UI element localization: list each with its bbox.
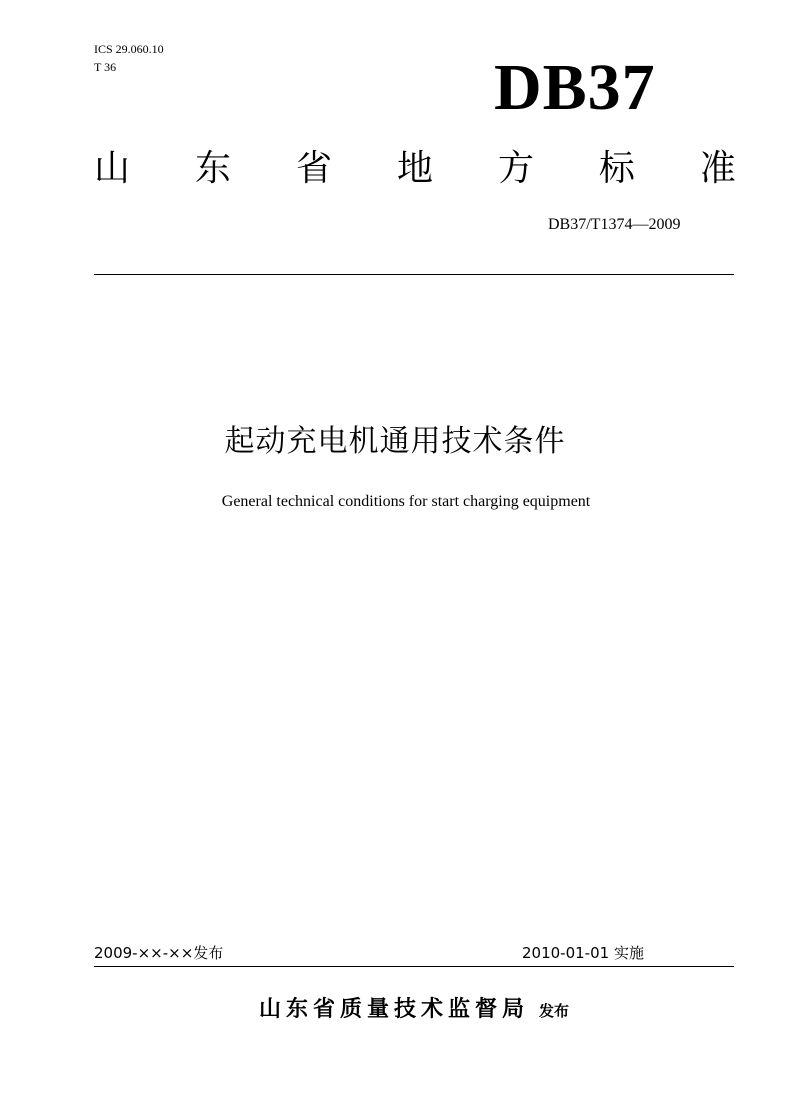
issuing-authority	[0, 994, 790, 1027]
document-title-cn: 起动充电机通用技术条件	[224, 424, 566, 459]
top-divider	[94, 274, 734, 275]
implementation-date: 2010-01-01 实施	[522, 944, 644, 962]
issuer-name: 山东省质量技术监督局	[258, 997, 529, 1022]
standard-type-char: 准	[699, 148, 736, 189]
standard-number: DB37/T1374—2009	[548, 216, 681, 233]
bottom-divider	[94, 966, 734, 967]
standard-type-char: 地	[396, 148, 433, 189]
standard-type-char: 方	[497, 148, 534, 189]
standard-mark: DB37	[494, 51, 656, 124]
standard-type-char: 标	[598, 148, 635, 189]
document-title-en: General technical conditions for start charging equipment	[221, 493, 591, 510]
standard-type-char: 省	[295, 148, 332, 189]
standard-type-title	[94, 146, 736, 192]
issue-date: 2009-××-××发布	[94, 944, 224, 962]
standard-type-char: 山	[94, 148, 131, 189]
issuer-suffix: 发布	[539, 1002, 570, 1020]
standard-type-char: 东	[194, 148, 231, 189]
classification-code: T 36	[94, 60, 117, 74]
ics-code: ICS 29.060.10	[94, 42, 164, 56]
